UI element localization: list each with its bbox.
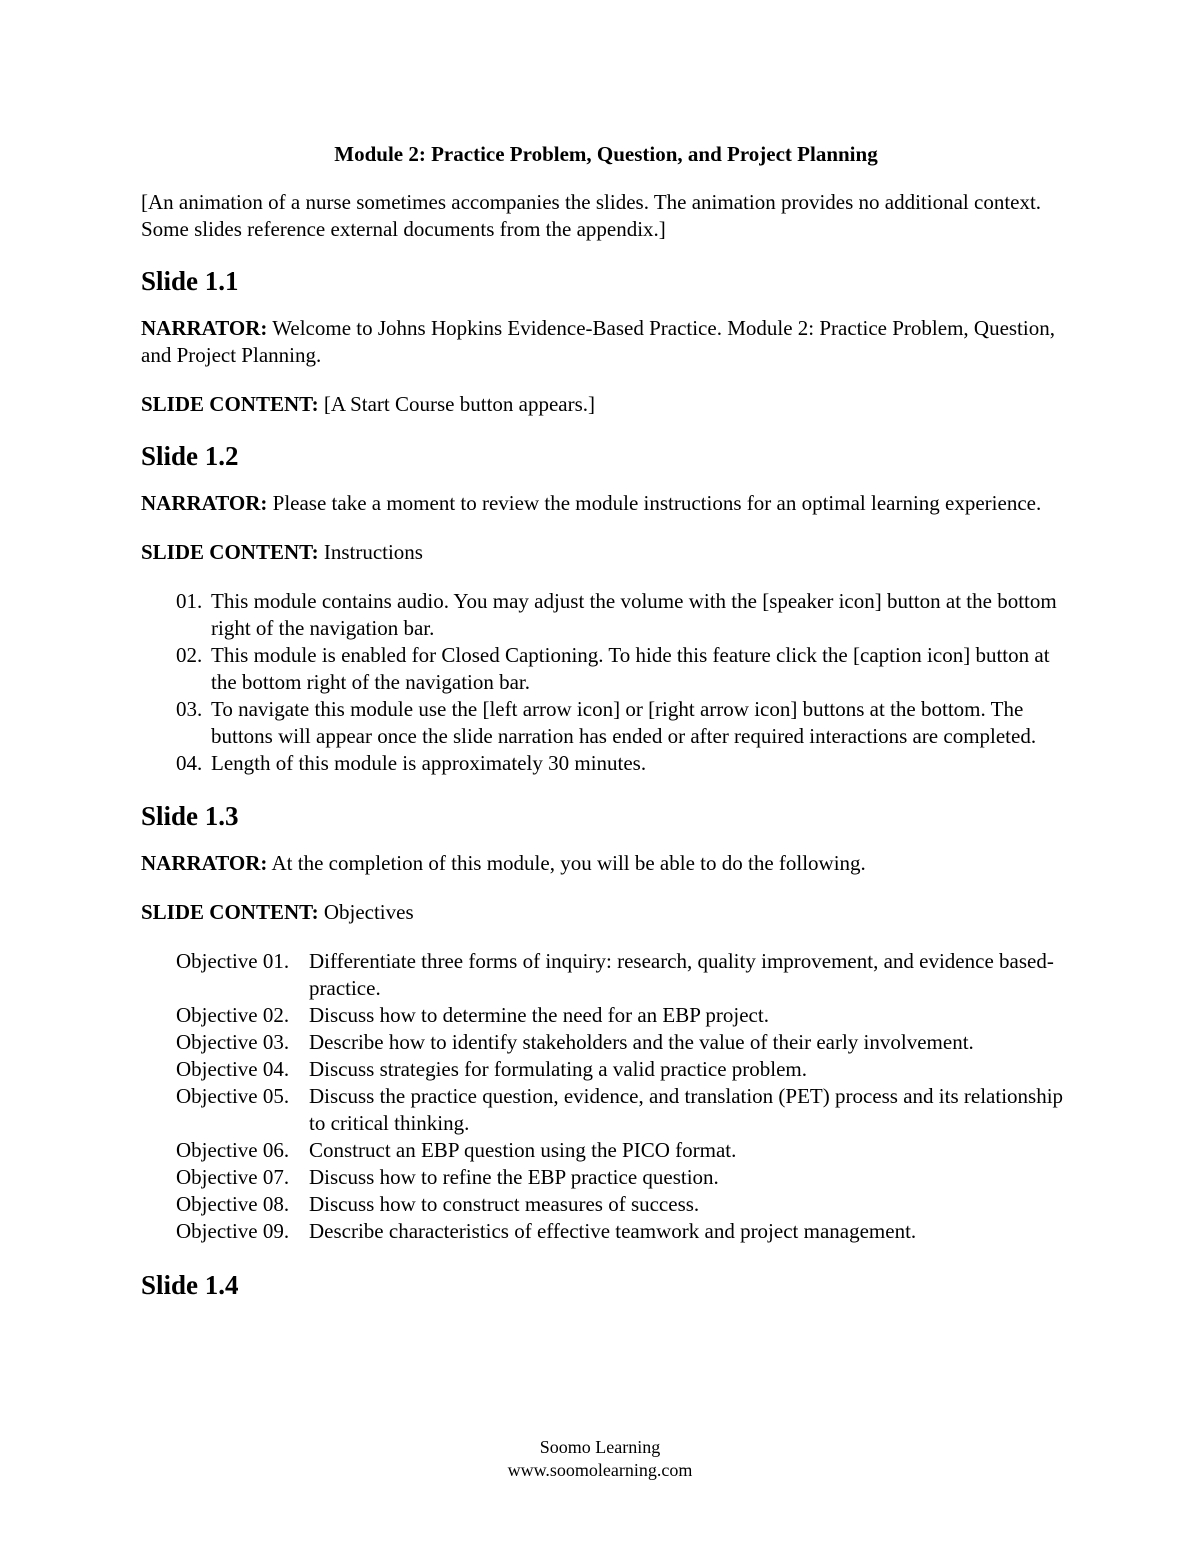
slide-heading: Slide 1.1 (141, 266, 239, 296)
slide-content-paragraph (141, 539, 1071, 566)
narrator-text: Welcome to Johns Hopkins Evidence-Based Practice. Module 2: Practice Problem, Question, and Project Planning. (141, 316, 1055, 367)
objective-item (141, 1002, 1071, 1029)
objective-text: Differentiate three forms of inquiry: research, quality improvement, and evidence based-practice. (309, 949, 1054, 1000)
objective-text: Describe how to identify stakeholders and the value of their early involvement. (309, 1030, 974, 1054)
objective-text: Discuss how to determine the need for an EBP project. (309, 1003, 769, 1027)
narrator-text: Please take a moment to review the module instructions for an optimal learning experience. (272, 491, 1042, 515)
objective-number: Objective 07. (176, 1165, 290, 1189)
narrator-paragraph (141, 850, 1071, 877)
list-item-number: 03. (176, 697, 203, 721)
intro-note: [An animation of a nurse sometimes accompanies the slides. The animation provides no additional context. Some slides reference external documents from the appendix.] (141, 190, 1042, 241)
slide-content-label: SLIDE CONTENT: (141, 392, 319, 416)
list-item-number: 04. (176, 751, 203, 775)
objectives-list (141, 948, 1071, 1245)
slide-heading: Slide 1.2 (141, 441, 239, 471)
slide-content-text: Instructions (323, 540, 423, 564)
objective-text: Discuss strategies for formulating a valid practice problem. (309, 1057, 808, 1081)
objective-text: Construct an EBP question using the PICO format. (309, 1138, 737, 1162)
footer-url: www.soomolearning.com (507, 1460, 693, 1480)
list-item-text: This module contains audio. You may adjust the volume with the [speaker icon] button at the bottom right of the navigation bar. (211, 589, 1057, 640)
objective-number: Objective 02. (176, 1003, 290, 1027)
objective-text: Discuss how to construct measures of success. (309, 1192, 700, 1216)
objective-item (141, 948, 1071, 1002)
slide-content-label: SLIDE CONTENT: (141, 540, 319, 564)
slide-content-text: [A Start Course button appears.] (323, 392, 596, 416)
list-item-text: This module is enabled for Closed Captioning. To hide this feature click the [caption icon] button at the bottom right of the navigation bar. (211, 643, 1050, 694)
objective-item (141, 1191, 1071, 1218)
document-body (141, 141, 1071, 1319)
objective-number: Objective 08. (176, 1192, 290, 1216)
narrator-label: NARRATOR: (141, 316, 268, 340)
objective-text: Discuss how to refine the EBP practice question. (309, 1165, 719, 1189)
list-item (141, 642, 1071, 696)
slide-heading: Slide 1.4 (141, 1270, 239, 1300)
objective-item (141, 1083, 1071, 1137)
objective-number: Objective 04. (176, 1057, 290, 1081)
narrator-text: At the completion of this module, you will be able to do the following. (271, 851, 866, 875)
objective-item (141, 1137, 1071, 1164)
narrator-paragraph (141, 490, 1071, 517)
objective-number: Objective 05. (176, 1084, 290, 1108)
list-item (141, 750, 1071, 777)
objective-text: Describe characteristics of effective teamwork and project management. (309, 1219, 917, 1243)
narrator-paragraph (141, 315, 1071, 369)
objective-text: Discuss the practice question, evidence, and translation (PET) process and its relationship to critical thinking. (309, 1084, 1064, 1135)
slide-heading: Slide 1.3 (141, 801, 239, 831)
objective-item (141, 1029, 1071, 1056)
objective-number: Objective 06. (176, 1138, 290, 1162)
instructions-list (141, 588, 1071, 777)
list-item-text: Length of this module is approximately 30 minutes. (211, 751, 647, 775)
footer-company: Soomo Learning (539, 1437, 661, 1457)
slide-content-label: SLIDE CONTENT: (141, 900, 319, 924)
slide-content-paragraph (141, 899, 1071, 926)
page-footer (0, 1436, 1200, 1482)
objective-item (141, 1056, 1071, 1083)
objective-number: Objective 03. (176, 1030, 290, 1054)
objective-number: Objective 09. (176, 1219, 290, 1243)
objective-item (141, 1218, 1071, 1245)
list-item-number: 01. (176, 589, 203, 613)
objective-number: Objective 01. (176, 949, 290, 973)
narrator-label: NARRATOR: (141, 851, 268, 875)
objective-item (141, 1164, 1071, 1191)
list-item (141, 696, 1071, 750)
list-item-text: To navigate this module use the [left arrow icon] or [right arrow icon] buttons at the bottom. The buttons will appear once the slide narration has ended or after required interactions are completed. (211, 697, 1037, 748)
list-item-number: 02. (176, 643, 203, 667)
document-title: Module 2: Practice Problem, Question, and Project Planning (334, 142, 878, 166)
narrator-label: NARRATOR: (141, 491, 268, 515)
slide-content-paragraph (141, 391, 1071, 418)
slide-content-text: Objectives (323, 900, 414, 924)
list-item (141, 588, 1071, 642)
